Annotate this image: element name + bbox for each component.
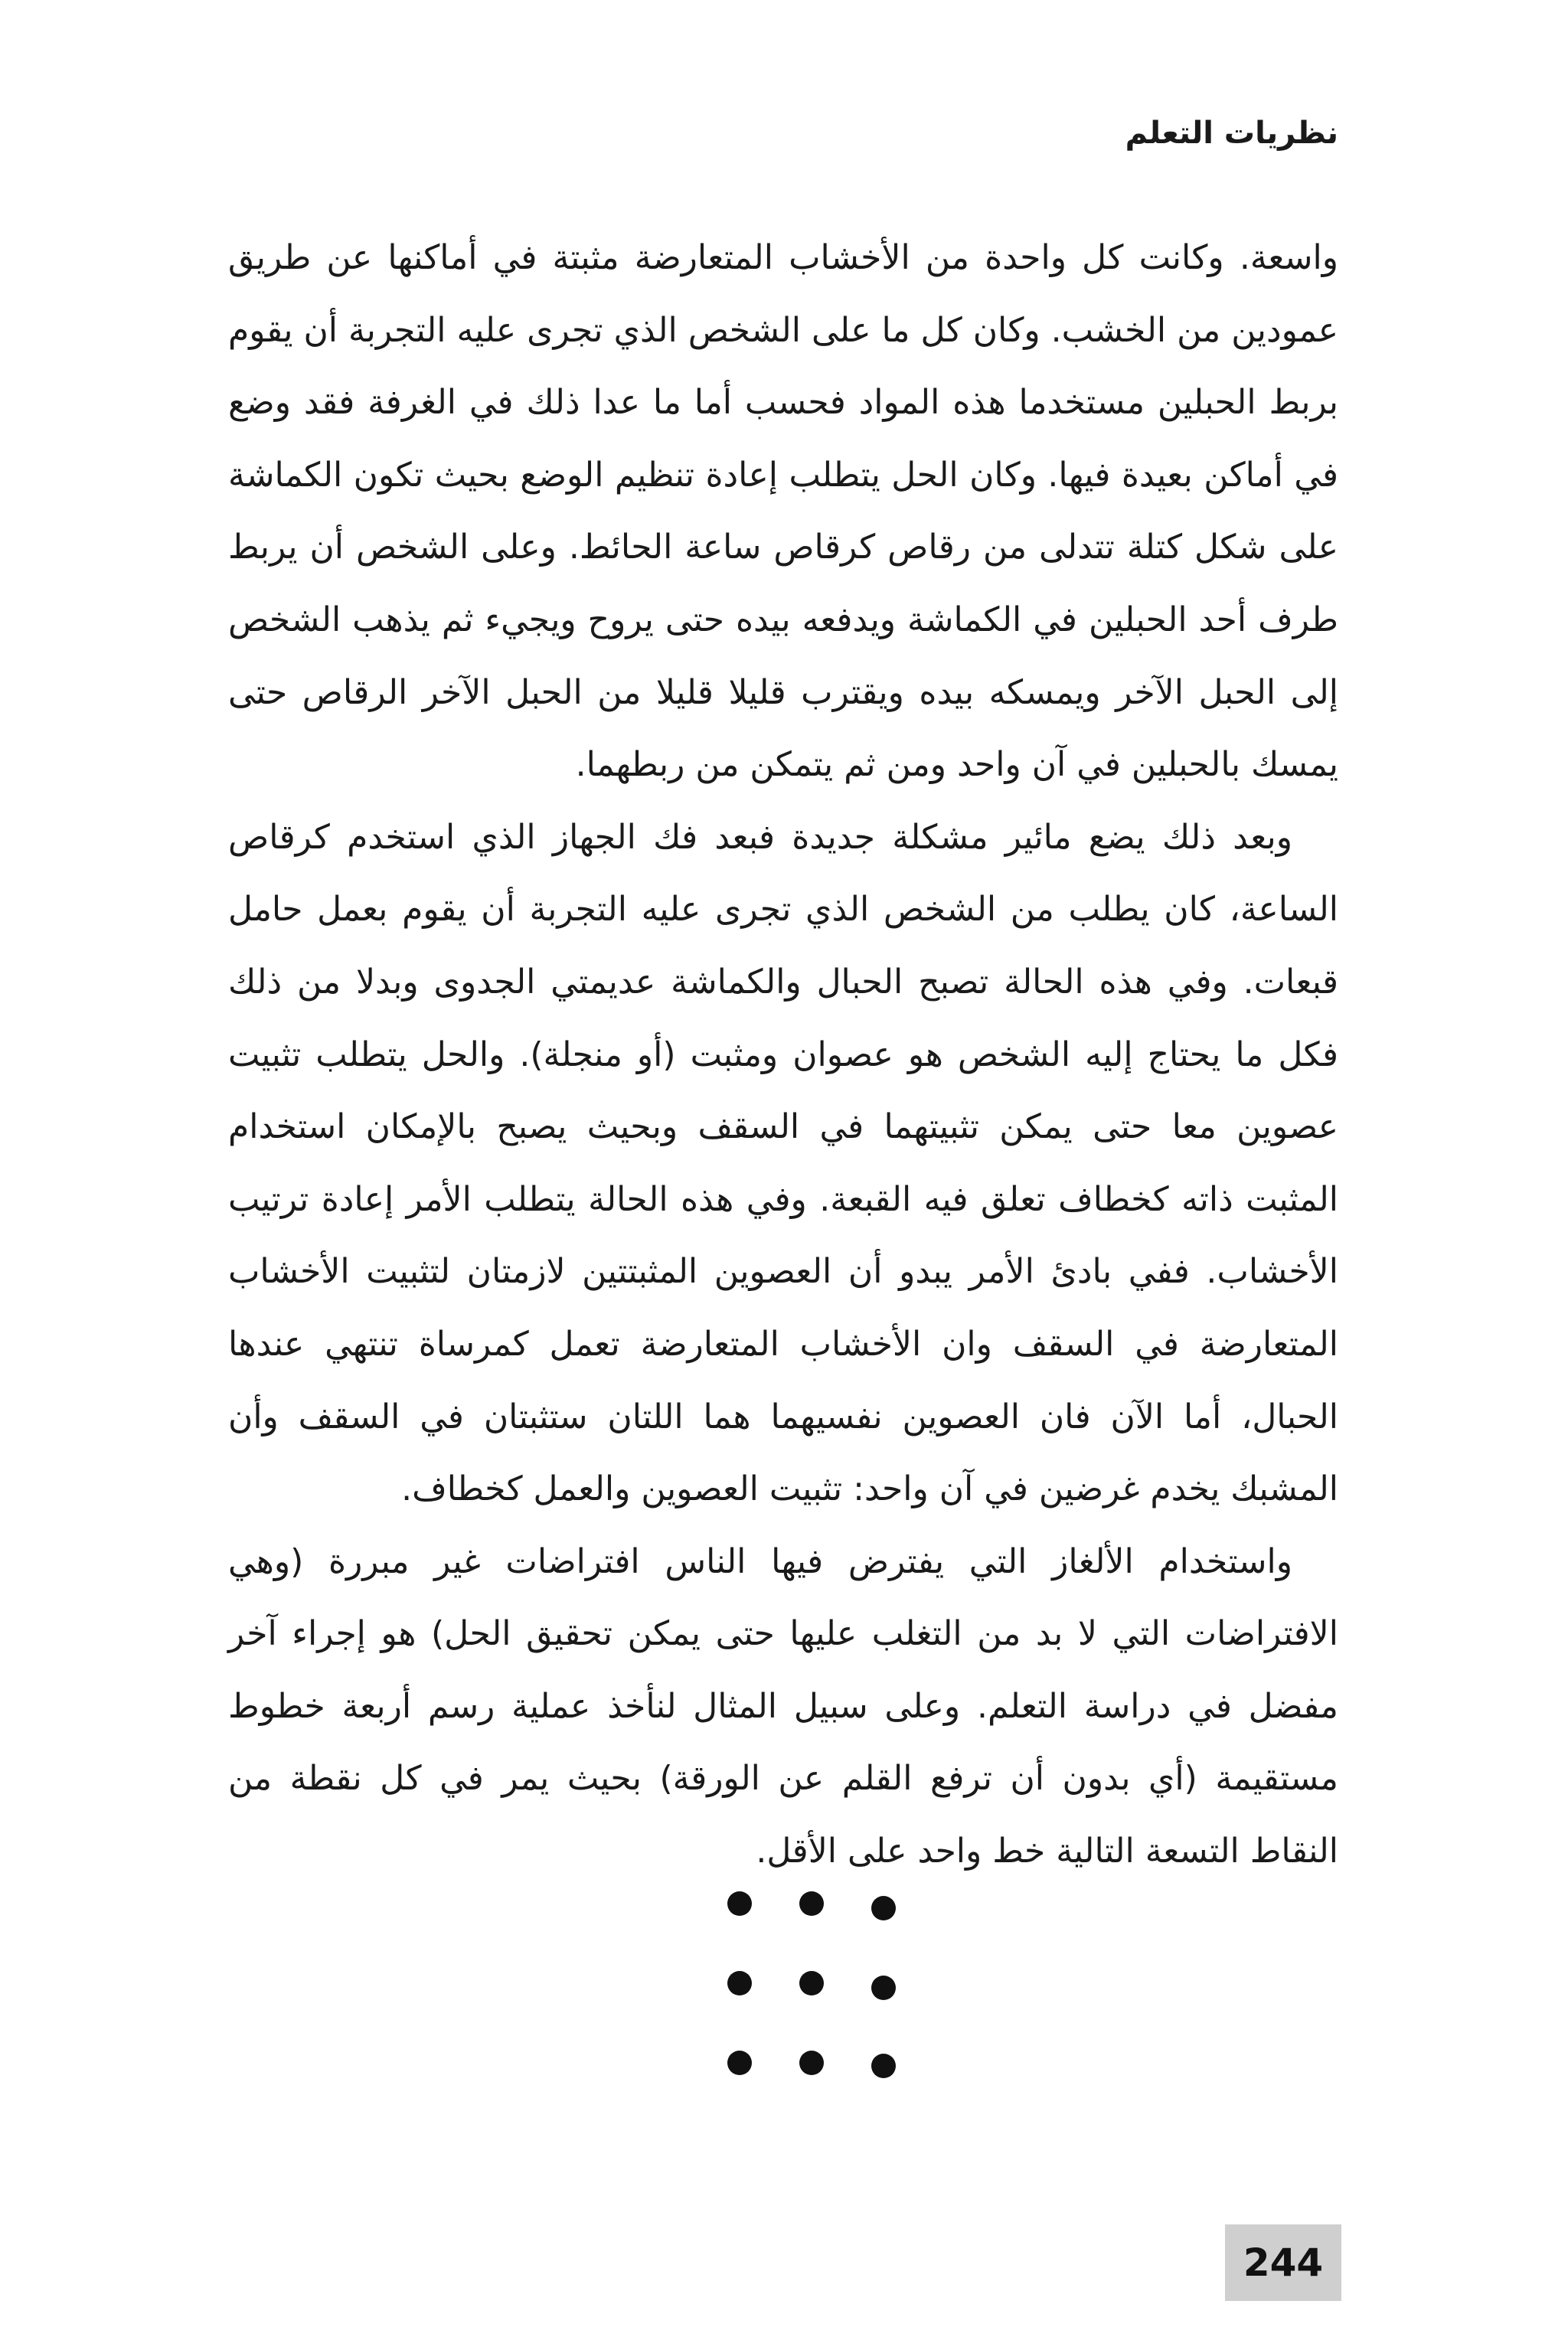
- dot: [871, 2054, 896, 2078]
- dot: [799, 1971, 824, 1995]
- dot: [727, 1971, 752, 1995]
- body-text: [228, 222, 1338, 1888]
- dot: [799, 1891, 824, 1916]
- dot: [799, 2051, 824, 2075]
- paragraph-1: واسعة. وكانت كل واحدة من الأخشاب المتعارضة مثبتة في أماكنها عن طريق عمودين من الخشب. وكان كل ما على الشخص الذي تجرى عليه التجربة أن يقوم بربط الحبلين مستخدما هذه المواد فحسب أما ما عدا ذلك في الغرفة فقد وضع في أماكن بعيدة فيها. وكان الحل يتطلب إعادة تنظيم الوضع بحيث تكون الكماشة على شكل كتلة تتدلى من رقاص كرقاص ساعة الحائط. وعلى الشخص أن يربط طرف أحد الحبلين في الكماشة ويدفعه بيده حتى يروح ويجيء ثم يذهب الشخص إلى الحبل الآخر ويمسكه بيده ويقترب قليلا قليلا من الحبل الآخر الرقاص حتى يمسك بالحبلين في آن واحد ومن ثم يتمكن من ربطهما.: [228, 238, 1338, 785]
- dot: [871, 1896, 896, 1920]
- running-header: نظريات التعلم: [1125, 116, 1338, 151]
- paragraph-3: واستخدام الألغاز التي يفترض فيها الناس افتراضات غير مبررة (وهي الافتراضات التي لا بد من التغلب عليها حتى يمكن تحقيق الحل) هو إجراء آخر مفضل في دراسة التعلم. وعلى سبيل المثال لنأخذ عملية رسم أربعة خطوط مستقيمة (أي بدون أن ترفع القلم عن الورقة) بحيث يمر في كل نقطة من النقاط التسعة التالية خط واحد على الأقل.: [228, 1541, 1338, 1871]
- page-number: 244: [1243, 2241, 1324, 2285]
- dot: [727, 2051, 752, 2075]
- dot: [871, 1976, 896, 2000]
- paragraph-2: وبعد ذلك يضع مائير مشكلة جديدة فبعد فك الجهاز الذي استخدم كرقاص الساعة، كان يطلب من الشخص الذي تجرى عليه التجربة أن يقوم بعمل حامل قبعات. وفي هذه الحالة تصبح الحبال والكماشة عديمتي الجدوى وبدلا من ذلك فكل ما يحتاج إليه الشخص هو عصوان ومثبت (أو منجلة). والحل يتطلب تثبيت عصوين معا حتى يمكن تثبيتهما في السقف وبحيث يصبح بالإمكان استخدام المثبت ذاته كخطاف تعلق فيه القبعة. وفي هذه الحالة يتطلب الأمر إعادة ترتيب الأخشاب. ففي بادئ الأمر يبدو أن العصوين المثبتتين لازمتان لتثبيت الأخشاب المتعارضة في السقف وان الأخشاب المتعارضة تعمل كمرساة تنتهي عندها الحبال، أما الآن فان العصوين نفسيهما هما اللتان ستثبتان في السقف وأن المشبك يخدم غرضين في آن واحد: تثبيت العصوين والعمل كخطاف.: [228, 817, 1338, 1509]
- dot: [727, 1891, 752, 1916]
- nine-dot-figure: [727, 1891, 896, 2075]
- page-number-box: [1225, 2224, 1341, 2301]
